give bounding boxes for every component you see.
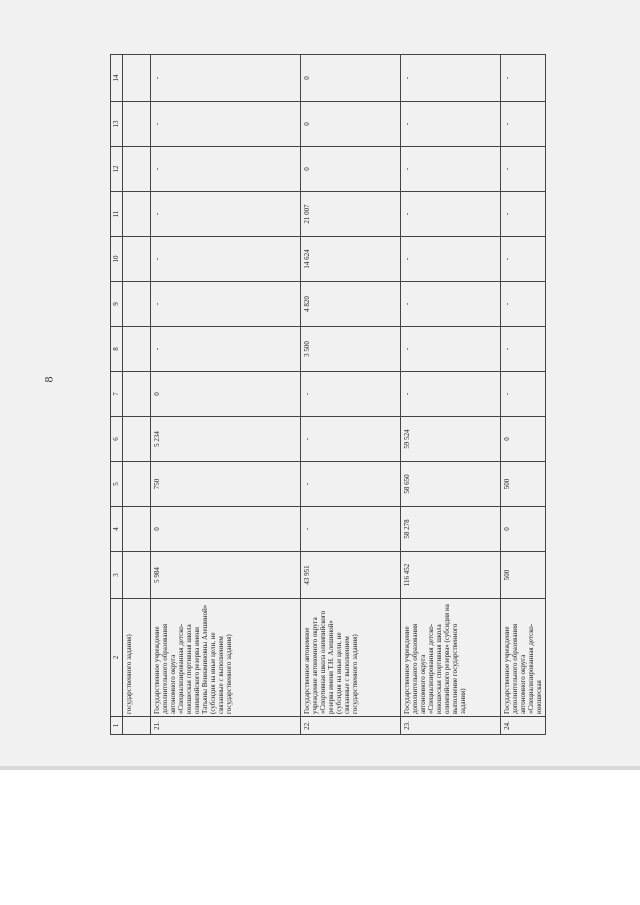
header-cell: 10 <box>111 237 123 282</box>
value-cell: - <box>401 102 501 147</box>
value-cell: - <box>501 237 546 282</box>
value-cell: - <box>501 192 546 237</box>
value-cell: - <box>301 507 401 552</box>
value-cell: - <box>151 102 301 147</box>
value-cell: - <box>501 372 546 417</box>
value-cell: 750 <box>151 462 301 507</box>
institution-name-cell: Государственное учреждение дополнительного образования автономного округа «Специализированная детско-юношеская спортивная школа олимпийского резерва имени Татьяны Вениаминовны Алешиной» (субсидия на иные цели, не связанные с выполнением государственного задания) <box>151 599 301 717</box>
value-cell: - <box>151 192 301 237</box>
continuation-row <box>123 55 151 735</box>
table-row <box>401 55 501 735</box>
row-number-cell: 24. <box>501 717 546 735</box>
value-cell: 58 278 <box>401 507 501 552</box>
row-number-cell: 22. <box>301 717 401 735</box>
value-cell: 43 951 <box>301 552 401 599</box>
header-cell: 6 <box>111 417 123 462</box>
header-cell: 1 <box>111 717 123 735</box>
value-cell: - <box>501 102 546 147</box>
value-cell: - <box>151 282 301 327</box>
institution-name-cell: Государственное учреждение дополнительного образования автономного округа «Специализированная детско-юношеская <box>501 599 546 717</box>
value-cell: - <box>401 372 501 417</box>
header-cell: 11 <box>111 192 123 237</box>
table-row <box>501 55 546 735</box>
table-row <box>151 55 301 735</box>
institution-name-cell: государственного задания) <box>123 599 151 717</box>
value-cell: - <box>401 282 501 327</box>
header-cell: 8 <box>111 327 123 372</box>
value-cell: 0 <box>501 417 546 462</box>
header-row <box>111 55 123 735</box>
value-cell: - <box>501 282 546 327</box>
value-cell: - <box>301 372 401 417</box>
institution-name-cell: Государственное учреждение дополнительного образования автономного округа «Специализированная детско-юношеская спортивная школа олимпийского резерва» (субсидия на выполнение государственного задания) <box>401 599 501 717</box>
budget-table <box>110 54 546 735</box>
table-row <box>301 55 401 735</box>
scan-edge-divider <box>0 766 640 770</box>
row-number-cell <box>123 717 151 735</box>
value-cell: 116 452 <box>401 552 501 599</box>
value-cell: 58 650 <box>401 462 501 507</box>
header-cell: 3 <box>111 552 123 599</box>
value-cell: 0 <box>151 507 301 552</box>
value-cell: - <box>401 147 501 192</box>
value-cell: 21 007 <box>301 192 401 237</box>
value-cell: - <box>401 192 501 237</box>
value-cell: 0 <box>301 102 401 147</box>
header-cell: 12 <box>111 147 123 192</box>
value-cell: 0 <box>151 372 301 417</box>
value-cell: - <box>501 327 546 372</box>
row-number-cell: 23. <box>401 717 501 735</box>
header-cell: 14 <box>111 55 123 102</box>
header-cell: 9 <box>111 282 123 327</box>
value-cell: 4 820 <box>301 282 401 327</box>
header-cell: 5 <box>111 462 123 507</box>
value-cell: - <box>301 462 401 507</box>
value-cell: - <box>501 147 546 192</box>
value-cell: - <box>401 237 501 282</box>
value-cell: 0 <box>301 147 401 192</box>
value-cell: 5 984 <box>151 552 301 599</box>
value-cell: 59 524 <box>401 417 501 462</box>
value-cell: - <box>501 55 546 102</box>
value-cell: 3 500 <box>301 327 401 372</box>
value-cell: - <box>151 55 301 102</box>
value-cell: 14 624 <box>301 237 401 282</box>
value-cell: 500 <box>501 552 546 599</box>
header-cell: 2 <box>111 599 123 717</box>
value-cell: 5 234 <box>151 417 301 462</box>
value-cell: 0 <box>301 55 401 102</box>
value-cell: - <box>151 237 301 282</box>
value-cell: - <box>401 55 501 102</box>
header-cell: 4 <box>111 507 123 552</box>
budget-table-container <box>110 55 544 735</box>
value-cell: - <box>401 327 501 372</box>
header-cell: 13 <box>111 102 123 147</box>
institution-name-cell: Государственное автономное учреждение автономного округа «Спортивная школа олимпийского резерва имени Т.Н. Алешиной» (субсидия на иные цели, не связанные с выполнением государственного задания) <box>301 599 401 717</box>
value-cell: 0 <box>501 507 546 552</box>
header-cell: 7 <box>111 372 123 417</box>
value-cell: - <box>151 147 301 192</box>
row-number-cell: 21. <box>151 717 301 735</box>
value-cell: - <box>151 327 301 372</box>
page-number: 8 <box>41 376 56 383</box>
value-cell: 500 <box>501 462 546 507</box>
value-cell: - <box>301 417 401 462</box>
